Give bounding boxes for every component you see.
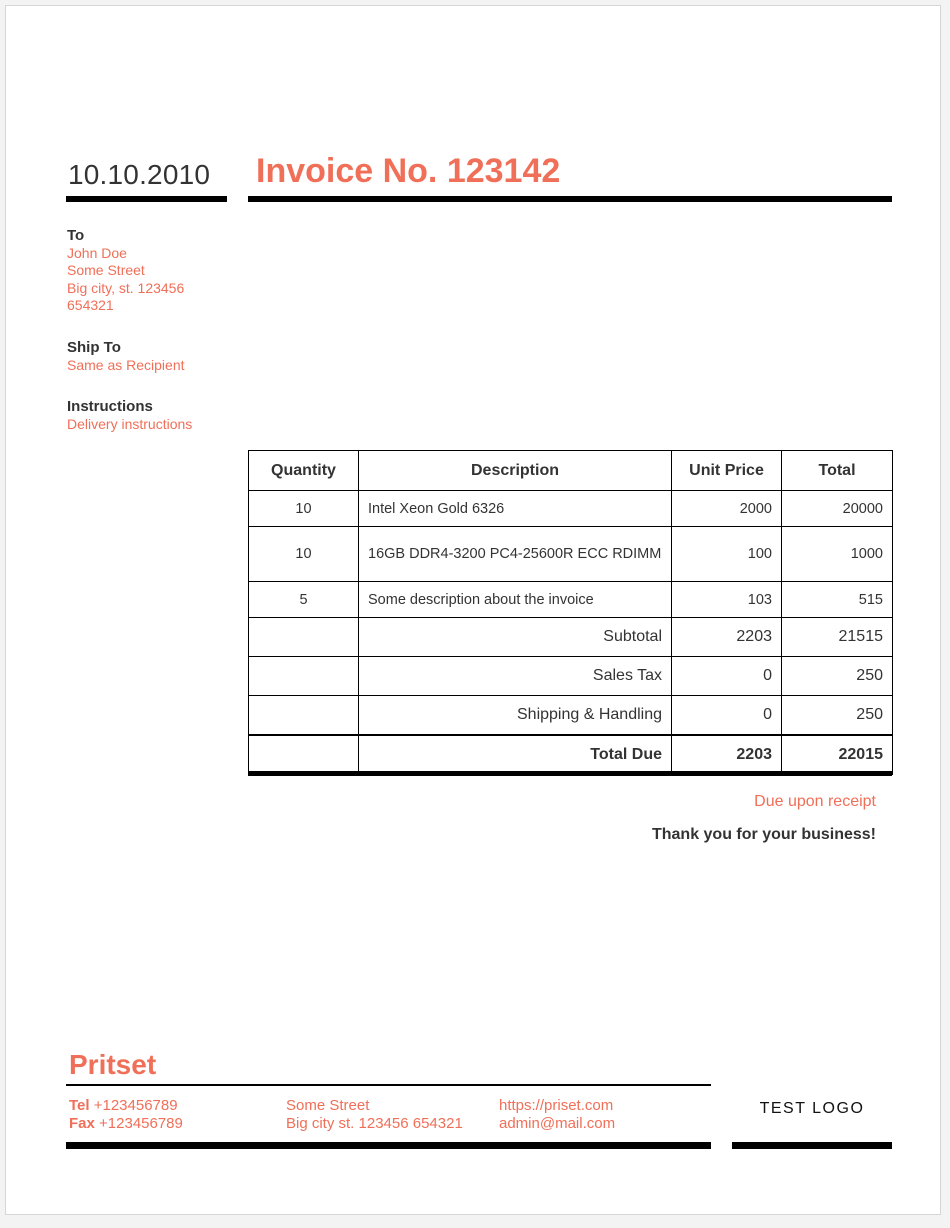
row-description: 16GB DDR4-3200 PC4-25600R ECC RDIMM xyxy=(359,527,672,582)
instructions-label: Instructions xyxy=(67,398,153,415)
table-row xyxy=(249,491,893,527)
footer-web xyxy=(499,1097,615,1133)
tel-value: +123456789 xyxy=(93,1097,178,1114)
empty-cell xyxy=(249,657,359,696)
table-header-row xyxy=(249,451,893,491)
recipient-zip: 654321 xyxy=(67,297,114,313)
title-underline xyxy=(248,196,892,202)
empty-cell xyxy=(249,696,359,735)
table-row xyxy=(249,582,893,618)
invoice-page xyxy=(5,5,941,1215)
header-description: Description xyxy=(359,451,672,491)
shipping-unit-price: 0 xyxy=(672,696,782,735)
company-underline xyxy=(66,1084,711,1086)
recipient-street: Some Street xyxy=(67,262,145,278)
footer-address xyxy=(286,1097,463,1133)
row-description: Intel Xeon Gold 6326 xyxy=(359,491,672,527)
footer-fax-line xyxy=(69,1115,183,1133)
total-due-unit-price: 2203 xyxy=(672,735,782,775)
footer-rule xyxy=(66,1142,711,1149)
recipient-block xyxy=(67,227,237,315)
recipient-name: John Doe xyxy=(67,244,127,261)
footer-contact-phone xyxy=(69,1097,183,1133)
sales-tax-unit-price: 0 xyxy=(672,657,782,696)
company-name: Pritset xyxy=(69,1049,157,1080)
row-unit-price: 103 xyxy=(672,582,782,618)
empty-cell xyxy=(249,735,359,775)
company-logo: TEST LOGO xyxy=(759,1100,865,1117)
row-description: Some description about the invoice xyxy=(359,582,672,618)
tel-label: Tel xyxy=(69,1097,90,1114)
row-unit-price: 100 xyxy=(672,527,782,582)
instructions-block xyxy=(67,398,237,433)
shipping-label: Shipping & Handling xyxy=(359,696,672,735)
row-total: 1000 xyxy=(782,527,893,582)
footer-tel-line xyxy=(69,1097,183,1115)
footer-website: https://priset.com xyxy=(499,1097,614,1114)
total-due-label: Total Due xyxy=(359,735,672,775)
fax-value: +123456789 xyxy=(99,1115,183,1132)
payment-terms: Due upon receipt xyxy=(754,793,876,810)
recipient-label: To xyxy=(67,227,85,244)
recipient-city: Big city, st. 123456 xyxy=(67,279,185,296)
subtotal-row xyxy=(249,618,893,657)
subtotal-label: Subtotal xyxy=(359,618,672,657)
row-quantity: 10 xyxy=(249,527,359,582)
fax-label: Fax xyxy=(69,1115,95,1132)
table-bottom-rule xyxy=(248,771,892,776)
shipping-total: 250 xyxy=(782,696,893,735)
row-total: 20000 xyxy=(782,491,893,527)
subtotal-unit-price: 2203 xyxy=(672,618,782,657)
sales-tax-label: Sales Tax xyxy=(359,657,672,696)
thank-you-note: Thank you for your business! xyxy=(651,826,876,843)
invoice-title: Invoice No. 123142 xyxy=(256,152,561,190)
table-row xyxy=(249,527,893,582)
footer-city: Big city st. 123456 654321 xyxy=(286,1115,463,1132)
instructions-value: Delivery instructions xyxy=(67,415,193,432)
row-total: 515 xyxy=(782,582,893,618)
invoice-items-table xyxy=(248,450,893,775)
logo-rule xyxy=(732,1142,892,1149)
row-unit-price: 2000 xyxy=(672,491,782,527)
total-due-total: 22015 xyxy=(782,735,893,775)
header-quantity: Quantity xyxy=(249,451,359,491)
shipping-row xyxy=(249,696,893,735)
footer-street: Some Street xyxy=(286,1097,370,1114)
date-underline xyxy=(66,196,227,202)
empty-cell xyxy=(249,618,359,657)
total-due-row xyxy=(249,735,893,775)
sales-tax-total: 250 xyxy=(782,657,893,696)
subtotal-total: 21515 xyxy=(782,618,893,657)
header-total: Total xyxy=(782,451,893,491)
sales-tax-row xyxy=(249,657,893,696)
footer-email: admin@mail.com xyxy=(499,1115,616,1132)
ship-to-label: Ship To xyxy=(67,339,121,356)
ship-to-block xyxy=(67,339,237,374)
row-quantity: 10 xyxy=(249,491,359,527)
row-quantity: 5 xyxy=(249,582,359,618)
invoice-date: 10.10.2010 xyxy=(68,159,211,190)
ship-to-value: Same as Recipient xyxy=(67,356,185,373)
header-unit-price: Unit Price xyxy=(672,451,782,491)
